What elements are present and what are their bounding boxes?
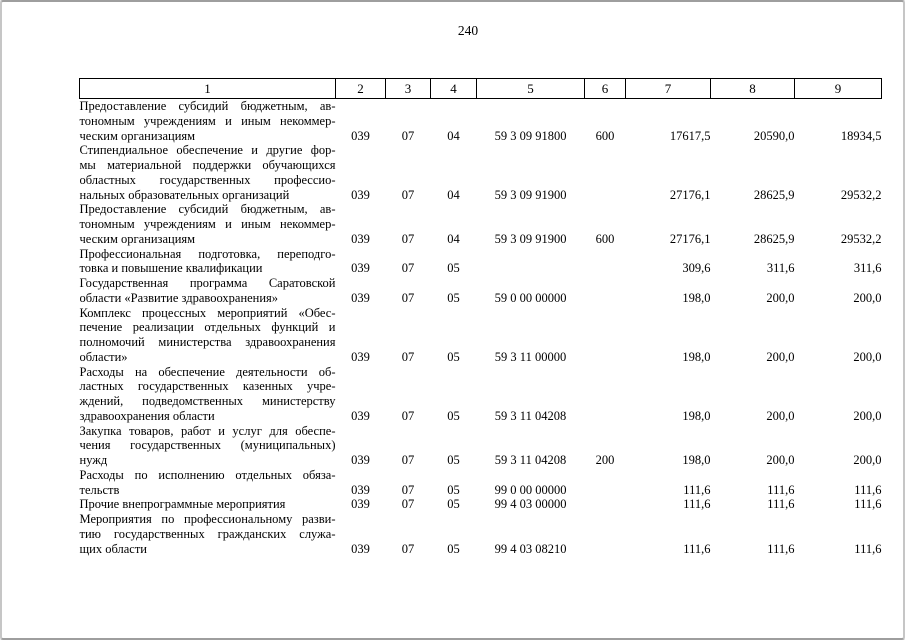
cell-col-3: 07 [401, 408, 415, 423]
cell-col-3: 07 [401, 497, 415, 512]
cell-col-3: 07 [401, 349, 415, 364]
cell-col-4: 05 [447, 482, 460, 497]
cell-col-3: 07 [401, 261, 415, 276]
cell-col-4: 05 [447, 541, 460, 556]
cell-col-3: 07 [401, 231, 415, 246]
cell-col-7: 198,0 [682, 453, 711, 467]
cell-col-2: 039 [351, 349, 370, 364]
cell-col-9: 111,6 [854, 541, 882, 556]
description-line: Расходы на обеспечение деятельности об- [79, 364, 336, 379]
cell-col-9: 29532,2 [840, 187, 882, 202]
cell-col-8: 28625,9 [753, 231, 795, 246]
cell-col-9: 111,6 [854, 497, 882, 512]
cell-col-7: 111,6 [683, 482, 711, 497]
cell-col-5: 59 3 09 91800 [494, 128, 567, 143]
cell-col-4: 05 [447, 497, 460, 512]
column-header-6: 6 [585, 79, 626, 99]
cell-col-4: 05 [447, 349, 460, 364]
description-line: Закупка товаров, работ и услуг для обеспе- [79, 423, 336, 438]
description-line: мы материальной поддержки обучающихся [79, 158, 336, 172]
cell-col-9: 200,0 [853, 290, 882, 305]
cell-col-9: 311,6 [853, 261, 882, 276]
cell-col-2: 039 [351, 290, 370, 305]
description-line: здравоохранения области [79, 408, 215, 423]
table-body [80, 99, 882, 557]
cell-col-6 [585, 306, 626, 365]
cell-col-5: 99 0 00 00000 [494, 482, 567, 497]
cell-col-8: 200,0 [766, 453, 795, 467]
description-line: Предоставление субсидий бюджетным, ав- [79, 202, 336, 217]
cell-col-5: 99 4 03 08210 [494, 541, 567, 556]
row-description [80, 276, 336, 306]
cell-col-2: 039 [351, 453, 370, 467]
description-line: тельств [79, 482, 120, 497]
row-description [80, 365, 336, 424]
description-line: нальных образовательных организаций [79, 187, 290, 202]
row-description [80, 99, 336, 144]
cell-col-5: 59 3 11 04208 [494, 453, 567, 467]
page-number: 240 [457, 23, 479, 38]
table-row [80, 99, 882, 144]
description-line: области» [79, 349, 128, 364]
cell-col-7: 27176,1 [669, 231, 711, 246]
cell-col-4: 04 [447, 187, 460, 202]
cell-col-8: 111,6 [767, 541, 795, 556]
cell-col-6: 600 [595, 231, 615, 246]
cell-col-5: 59 3 09 91900 [494, 231, 567, 246]
cell-col-4: 04 [447, 128, 460, 143]
cell-col-9: 200,0 [853, 349, 882, 364]
cell-col-8: 200,0 [766, 408, 795, 423]
cell-col-7: 111,6 [683, 541, 711, 556]
description-line: области «Развитие здравоохранения» [79, 290, 279, 305]
cell-col-9: 29532,2 [840, 231, 882, 246]
description-line: полномочий министерства здравоохранения [79, 335, 336, 349]
cell-col-9: 200,0 [853, 408, 882, 423]
description-line: тономным учреждениям и иным некоммер- [79, 217, 336, 231]
description-line: областных государственных профессио- [79, 172, 336, 187]
column-header-9: 9 [795, 79, 882, 99]
cell-col-4: 05 [447, 261, 460, 276]
cell-col-2: 039 [351, 231, 370, 246]
cell-col-3: 07 [401, 128, 415, 143]
table-row [80, 276, 882, 306]
description-line: Государственная программа Саратовской [79, 276, 336, 290]
table-row [80, 306, 882, 365]
cell-col-8: 20590,0 [753, 128, 795, 143]
description-line: ческим организациям [79, 128, 196, 143]
description-line: ческим организациям [79, 231, 196, 246]
cell-col-4: 05 [447, 408, 460, 423]
cell-col-2: 039 [351, 408, 370, 423]
cell-col-5: 99 4 03 00000 [494, 497, 567, 512]
cell-col-9: 18934,5 [840, 128, 882, 143]
cell-col-6: 200 [595, 453, 615, 467]
cell-col-5: 59 0 00 00000 [494, 290, 567, 305]
description-line: товка и повышение квалификации [79, 261, 263, 276]
cell-col-6 [585, 512, 626, 556]
cell-col-2: 039 [351, 187, 370, 202]
description-line: чения государственных (муниципальных) [79, 438, 336, 453]
table-row [80, 202, 882, 246]
cell-col-8: 200,0 [766, 290, 795, 305]
row-description [80, 424, 336, 468]
column-header-1: 1 [80, 79, 336, 99]
description-line: печение реализации отдельных функций и [79, 320, 336, 335]
cell-col-3: 07 [401, 187, 415, 202]
cell-col-2: 039 [351, 261, 370, 276]
cell-col-4: 04 [447, 231, 460, 246]
cell-col-6 [585, 247, 626, 277]
row-description [80, 512, 336, 556]
row-description [80, 202, 336, 246]
cell-col-9: 111,6 [854, 482, 882, 497]
cell-col-6 [585, 468, 626, 498]
cell-col-3: 07 [401, 290, 415, 305]
table-row [80, 512, 882, 556]
description-line: ластных государственных казенных учре- [79, 379, 336, 394]
cell-col-5: 59 3 11 00000 [494, 349, 567, 364]
cell-col-6 [585, 497, 626, 512]
column-header-8: 8 [711, 79, 795, 99]
description-line: тию государственных гражданских служа- [79, 526, 336, 541]
cell-col-7: 309,6 [682, 261, 711, 276]
description-line: Расходы по исполнению отдельных обяза- [79, 467, 336, 482]
column-header-3: 3 [386, 79, 431, 99]
description-line: Профессиональная подготовка, переподго- [79, 246, 336, 261]
cell-col-8: 200,0 [766, 349, 795, 364]
cell-col-8: 111,6 [767, 497, 795, 512]
table-row [80, 468, 882, 498]
cell-col-2: 039 [351, 128, 370, 143]
table-row [80, 365, 882, 424]
cell-col-8: 311,6 [766, 261, 795, 276]
cell-col-7: 27176,1 [669, 187, 711, 202]
cell-col-6: 600 [595, 128, 615, 143]
cell-col-8: 28625,9 [753, 187, 795, 202]
cell-col-3: 07 [401, 482, 415, 497]
cell-col-4: 05 [447, 290, 460, 305]
cell-col-6 [585, 276, 626, 306]
row-description [80, 143, 336, 202]
cell-col-7: 198,0 [682, 290, 711, 305]
description-line: ждений, подведомственных министерству [79, 394, 336, 408]
row-description [80, 468, 336, 498]
table-row [80, 247, 882, 277]
description-line: Комплекс процессных мероприятий «Обес- [79, 305, 336, 320]
cell-col-7: 111,6 [683, 497, 711, 512]
cell-col-5: 59 3 09 91900 [494, 187, 567, 202]
cell-col-7: 17617,5 [669, 128, 711, 143]
row-description [80, 306, 336, 365]
table-row [80, 497, 882, 512]
cell-col-7: 198,0 [682, 349, 711, 364]
row-description [80, 497, 336, 512]
row-description [80, 247, 336, 277]
cell-col-5: 59 3 11 04208 [494, 408, 567, 423]
cell-col-9: 200,0 [853, 453, 882, 467]
cell-col-3: 07 [401, 453, 415, 467]
budget-table [79, 78, 882, 556]
cell-col-8: 111,6 [767, 482, 795, 497]
description-line: нужд [79, 453, 108, 467]
description-line: Стипендиальное обеспечение и другие фор- [79, 143, 336, 158]
table-row [80, 143, 882, 202]
description-line: тономным учреждениям и иным некоммер- [79, 113, 336, 128]
table-header-row [80, 79, 882, 99]
table-row [80, 424, 882, 468]
description-line: Мероприятия по профессиональному разви- [79, 512, 336, 526]
cell-col-3: 07 [401, 541, 415, 556]
cell-col-2: 039 [351, 497, 370, 512]
column-header-7: 7 [626, 79, 711, 99]
description-line: Предоставление субсидий бюджетным, ав- [79, 99, 336, 113]
column-header-4: 4 [431, 79, 477, 99]
cell-col-2: 039 [351, 541, 370, 556]
cell-col-6 [585, 143, 626, 202]
column-header-5: 5 [477, 79, 585, 99]
cell-col-5 [477, 247, 585, 277]
cell-col-4: 05 [447, 453, 460, 467]
description-line: щих области [79, 541, 147, 556]
cell-col-7: 198,0 [682, 408, 711, 423]
column-header-2: 2 [336, 79, 386, 99]
cell-col-6 [585, 365, 626, 424]
cell-col-2: 039 [351, 482, 370, 497]
description-line: Прочие внепрограммные мероприятия [79, 497, 286, 512]
